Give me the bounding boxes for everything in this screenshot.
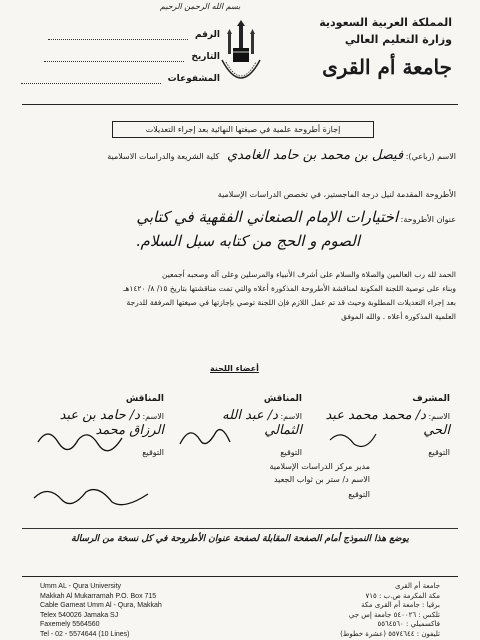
number-line	[48, 39, 188, 40]
footer-ar-line: فاكسميلي : ٥٥٦٤٥٦٠	[377, 620, 440, 628]
footer-ar-line: جامعة أم القرى	[394, 582, 440, 590]
footer-ar-line: مكة المكرمة ص.ب : ٧١٥	[365, 591, 440, 600]
footer-english	[40, 582, 162, 639]
footer-en-line: Telex 540026 Jamaka SJ	[40, 611, 119, 619]
supervisor-name-label: الاسم:	[428, 412, 450, 421]
examiner-2-name: د/ حامد بن عبد الرزاق محمد	[59, 408, 164, 438]
student-name-row	[24, 148, 456, 163]
name-label: الاسم (رباعي):	[405, 152, 456, 161]
examiner-1-role: المناقش	[263, 394, 302, 404]
body-line-2: وبناء على توصية اللجنة المكونة لمناقشة الأطروحة المذكورة أعلاه والتي تمت مناقشتها بتاريخ ١٥/ ٨/ ١٤٢٠هـ	[123, 284, 456, 293]
document-title: إجازة أطروحة علمية في صيغتها النهائية بعد إجراء التعديلات	[112, 121, 374, 138]
thesis-title-2: الصوم و الحج من كتابه سبل السلام.	[135, 232, 360, 250]
attachments-field	[20, 74, 220, 84]
thesis-title-row	[24, 208, 456, 226]
ministry-name: وزارة التعليم العالي	[344, 33, 452, 46]
director-signature	[28, 480, 158, 514]
supervisor-name: د/ محمد محمد عبد الحي	[325, 408, 450, 438]
university-name: جامعة أم القرى	[322, 55, 452, 79]
placement-note: يوضع هذا النموذج أمام الصفحة المقابلة لصفحة عنوان الأطروحة في كل نسخة من الرسالة	[71, 534, 409, 544]
footer-en-line: Faxemely 5564560	[40, 621, 100, 628]
examiner-2-signature	[38, 434, 122, 451]
footer-en-line: Tel - 02 - 5574644 (10 Lines)	[40, 630, 130, 638]
director-title: مدير مركز الدراسات الإسلامية	[269, 462, 370, 471]
director-name: د/ ستر بن ثواب الجعيد	[273, 475, 349, 484]
thesis-title-row-2	[136, 232, 360, 250]
supervisor-signature	[330, 434, 376, 446]
footer-ar-line: برقيا : جامعة أم القرى مكة	[361, 601, 440, 609]
footer-en-line: Cable Gameat Umm Al - Qura, Makkah	[40, 602, 162, 609]
student-name: فيصل بن محمد بن حامد الغامدي	[226, 148, 404, 163]
number-label: الرقم	[194, 30, 220, 40]
examiner-1-signature	[180, 430, 230, 444]
number-field	[20, 30, 220, 40]
body-line-4: العلمية المذكورة أعلاه . والله الموفق	[341, 312, 456, 321]
attachments-label: المشفوعات	[167, 74, 220, 84]
header-divider	[22, 104, 458, 105]
thesis-label: عنوان الأطروحة:	[400, 215, 456, 224]
footer-ar-line: تلكس : ٥٤٠٠٢٦ جامعة إس جي	[348, 610, 440, 619]
examiner-1-name-label: الاسم:	[280, 412, 302, 421]
committee-signatures	[30, 418, 450, 458]
footer-ar-line: تليفون : ٥٥٧٤٦٤٤ (عشرة خطوط)	[340, 629, 440, 638]
director-name-label: الاسم	[351, 475, 370, 484]
date-line	[44, 61, 184, 62]
thesis-title-1: اختيارات الإمام الصنعاني الفقهية في كتابي	[136, 208, 399, 226]
examiner-2-signature-label: التوقيع	[142, 448, 164, 457]
country-name: المملكة العربية السعودية	[319, 16, 452, 29]
supervisor-signature-label: التوقيع	[428, 448, 450, 457]
director-signature-label: التوقيع	[348, 490, 370, 499]
attachments-line	[21, 83, 161, 84]
basmala: بسم الله الرحمن الرحيم	[160, 2, 241, 11]
university-logo	[218, 20, 264, 90]
footer-en-line: Makkah Al Mukarramah P.O. Box 715	[40, 592, 157, 600]
date-label: التاريخ	[191, 52, 220, 62]
note-divider	[22, 528, 458, 529]
examiner-1-name: د/ عبد الله الثمالي	[222, 408, 302, 438]
footer-divider	[22, 576, 458, 577]
degree-line: الأطروحة المقدمة لنيل درجة الماجستير، في تخصص الدراسات الإسلامية	[217, 190, 456, 199]
body-line-1: الحمد لله رب العالمين والصلاة والسلام على أشرف الأنبياء والمرسلين وعلى آله وصحبه أجمعين	[162, 270, 456, 279]
examiner-2-role: المناقش	[125, 394, 164, 404]
committee-label: أعضاء اللجنة	[210, 364, 259, 373]
examiner-2-name-label: الاسم:	[142, 412, 164, 421]
footer-en-line: Umm AL - Qura University	[40, 583, 122, 590]
footer-arabic	[340, 582, 440, 639]
examiner-1-signature-label: التوقيع	[280, 448, 302, 457]
body-paragraph	[24, 268, 456, 324]
director-block	[150, 462, 370, 499]
date-field	[20, 52, 220, 62]
body-line-3: بعد إجراء التعديلات المطلوبة وحيث قد تم عمل اللازم فإن اللجنة توصي بإجازتها في صيغتها المرفقة للدرجة	[126, 298, 456, 307]
college-name: كلية الشريعة والدراسات الاسلامية	[107, 152, 220, 161]
supervisor-role: المشرف	[412, 394, 450, 404]
